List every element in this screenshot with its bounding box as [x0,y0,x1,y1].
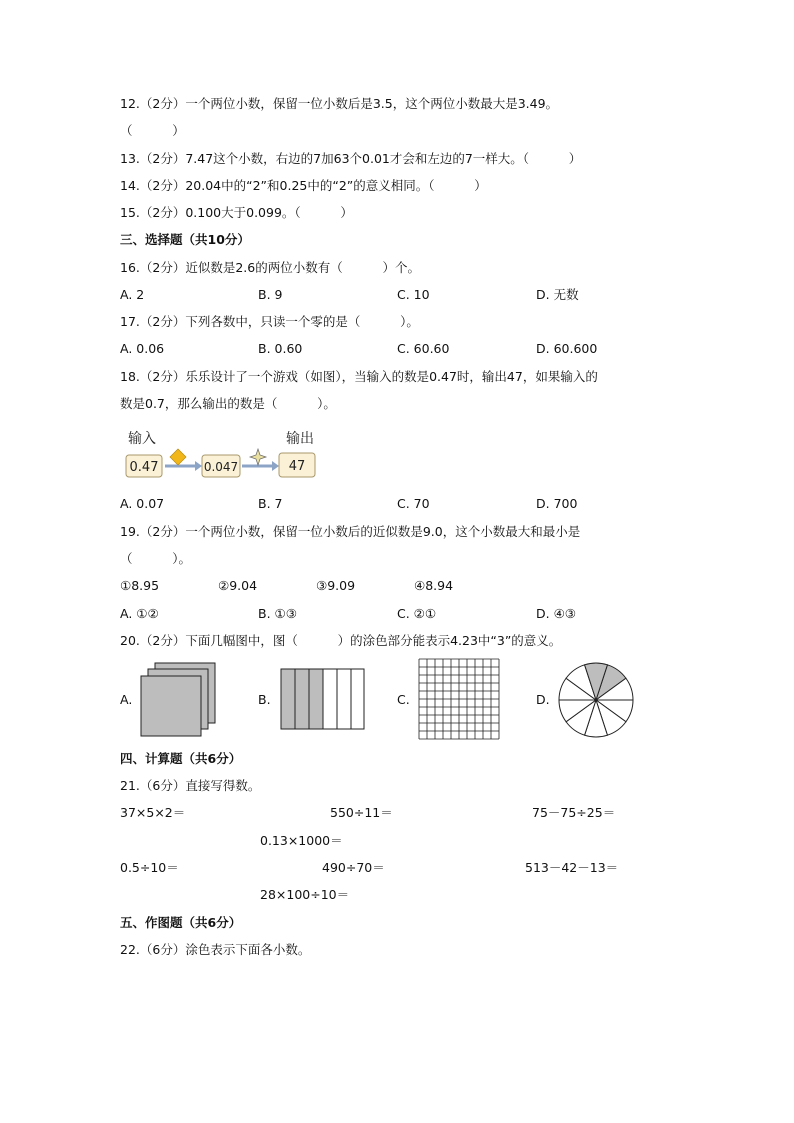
q17-option-a[interactable]: A. 0.06 [120,341,165,356]
q20-label-b[interactable]: B. [258,692,271,707]
section-5-heading: 五、作图题（共6分） [120,915,242,930]
q21-item-5[interactable]: 0.5÷10＝ [120,860,179,875]
q21-item-6[interactable]: 490÷70＝ [322,860,385,875]
q12-text: 12.（2分）一个两位小数，保留一位小数后是3.5，这个两位小数最大是3.49。 [120,96,559,111]
output-box-value: 47 [288,459,306,474]
q21-item-2[interactable]: 550÷11＝ [330,805,393,820]
q18-option-b[interactable]: B. 7 [258,496,283,511]
input-box-value: 0.47 [129,460,159,475]
q21-text: 21.（6分）直接写得数。 [120,778,261,793]
q13-text: 13.（2分）7.47这个小数，右边的7加63个0.01才会和左边的7一样大。（ ） [120,151,582,166]
q19-option-c[interactable]: C. ②① [397,606,437,621]
q21-item-7[interactable]: 513－42－13＝ [525,860,619,875]
q12-answer-paren[interactable]: （ ） [120,123,185,138]
arrow-2-head [272,461,279,471]
q20-figure-a-stacked-squares [140,662,220,740]
q17-option-c[interactable]: C. 60.60 [397,341,450,356]
q18-io-diagram [120,425,330,485]
q21-item-3[interactable]: 75－75÷25＝ [532,805,616,820]
q20-label-a[interactable]: A. [120,692,133,707]
q17-text: 17.（2分）下列各数中，只读一个零的是（ ）。 [120,314,419,329]
q20-figure-c-hundred-grid [418,658,500,740]
q20-figure-d-circle [556,660,636,740]
q19-choice-4: ④8.94 [414,578,454,593]
q16-option-d[interactable]: D. 无数 [536,287,579,302]
q21-item-4[interactable]: 0.13×1000＝ [260,833,343,848]
q20-figure-b-strips [280,668,366,732]
output-label: 输出 [286,431,314,447]
q18-option-c[interactable]: C. 70 [397,496,430,511]
q18-text-line2: 数是0.7，那么输出的数是（ ）。 [120,396,336,411]
arrow-1-head [195,461,202,471]
q18-option-d[interactable]: D. 700 [536,496,578,511]
section-3-heading: 三、选择题（共10分） [120,232,250,247]
q19-option-b[interactable]: B. ①③ [258,606,297,621]
q15-text: 15.（2分）0.100大于0.099。（ ） [120,205,353,220]
q20-label-d[interactable]: D. [536,692,550,707]
q18-text-line1: 18.（2分）乐乐设计了一个游戏（如图），当输入的数是0.47时，输出47，如果输入的 [120,369,598,384]
q17-option-b[interactable]: B. 0.60 [258,341,303,356]
q20-text: 20.（2分）下面几幅图中，图（ ）的涂色部分能表示4.23中“3”的意义。 [120,633,562,648]
q17-option-d[interactable]: D. 60.600 [536,341,598,356]
q19-choice-1: ①8.95 [120,578,160,593]
q19-text-line2: （ ）。 [120,551,191,566]
q18-option-a[interactable]: A. 0.07 [120,496,165,511]
q19-option-d[interactable]: D. ④③ [536,606,576,621]
q16-option-c[interactable]: C. 10 [397,287,430,302]
q20-label-c[interactable]: C. [397,692,410,707]
q22-text: 22.（6分）涂色表示下面各小数。 [120,942,311,957]
middle-box-value: 0.047 [203,460,239,474]
q16-option-b[interactable]: B. 9 [258,287,283,302]
q19-option-a[interactable]: A. ①② [120,606,159,621]
q16-option-a[interactable]: A. 2 [120,287,145,302]
q21-item-1[interactable]: 37×5×2＝ [120,805,186,820]
q19-choice-2: ②9.04 [218,578,258,593]
input-label: 输入 [128,431,156,447]
q19-choice-3: ③9.09 [316,578,356,593]
diamond-icon [170,449,186,465]
q16-text: 16.（2分）近似数是2.6的两位小数有（ ）个。 [120,260,420,275]
star-icon [250,449,266,465]
section-4-heading: 四、计算题（共6分） [120,751,242,766]
q19-text-line1: 19.（2分）一个两位小数，保留一位小数后的近似数是9.0，这个小数最大和最小是 [120,524,581,539]
q21-item-8[interactable]: 28×100÷10＝ [260,887,350,902]
q14-text: 14.（2分）20.04中的“2”和0.25中的“2”的意义相同。（ ） [120,178,487,193]
